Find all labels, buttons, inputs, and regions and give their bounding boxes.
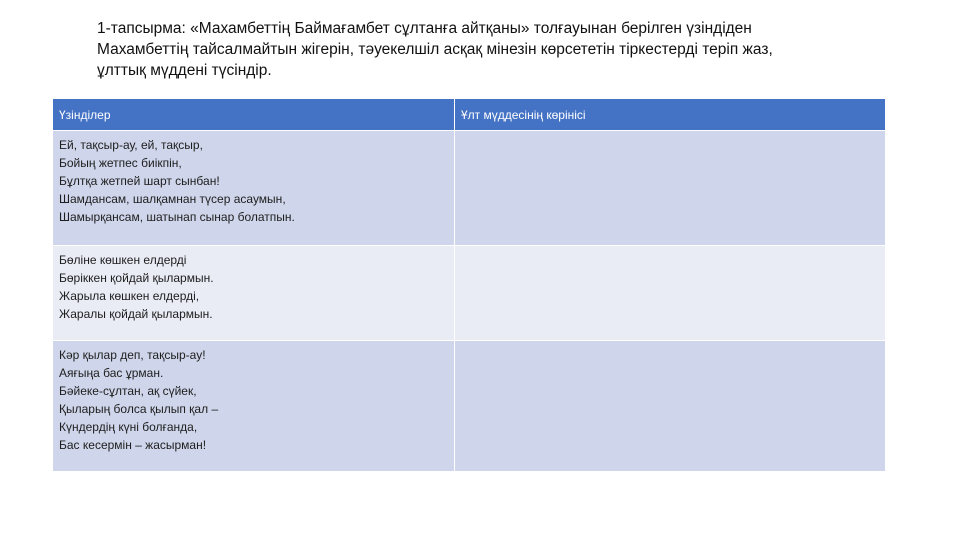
answer-cell[interactable] (455, 131, 886, 246)
verse-line: Аяғыңа бас ұрман. (59, 366, 164, 380)
verse-line: Бас кесермін – жасырман! (59, 438, 207, 452)
answer-cell[interactable] (455, 246, 886, 341)
task-instruction (97, 18, 857, 81)
verse-line: Шамдансам, шалқамнан түсер асаумын, (59, 192, 286, 206)
task-line: Махамбеттің тайсалмайтын жігерін, тәуекелшіл асқақ мінезін көрсететін тіркестерді теріп жаз, (97, 41, 773, 58)
table-header-row (53, 99, 886, 131)
excerpt-cell (53, 246, 455, 341)
verse-line: Бөліне көшкен елдерді (59, 253, 187, 267)
excerpt-cell (53, 131, 455, 246)
verse-line: Қыларың болса қылып қал – (59, 402, 219, 416)
verse-line: Шамырқансам, шатынап сынар болатпын. (59, 210, 295, 224)
task-line: 1-тапсырма: «Махамбеттің Баймағамбет сұлтанға айтқаны» толғауынан берілген үзіндіден (97, 20, 752, 37)
answer-cell[interactable] (455, 341, 886, 472)
verse-line: Бойың жетпес биікпін, (59, 156, 182, 170)
excerpt-cell (53, 341, 455, 472)
header-excerpts: Үзінділер (53, 99, 455, 131)
verse-line: Ей, тақсыр-ау, ей, тақсыр, (59, 138, 203, 152)
verse-line: Жаралы қойдай қылармын. (59, 307, 213, 321)
verse-line: Бұлтқа жетпей шарт сынбан! (59, 174, 220, 188)
verse-line: Күндердің күні болғанда, (59, 420, 198, 434)
table-row (53, 341, 886, 472)
verse-line: Кәр қылар деп, тақсыр-ау! (59, 348, 206, 362)
verse-line: Жарыла көшкен елдерді, (59, 289, 200, 303)
verse-line: Бәйеке-сұлтан, ақ сүйек, (59, 384, 197, 398)
verse-line: Бөріккен қойдай қылармын. (59, 271, 214, 285)
table-row (53, 246, 886, 341)
header-national-interest: Ұлт мүддесінің көрінісі (455, 99, 886, 131)
task-line: ұлттық мүддені түсіндір. (97, 62, 272, 79)
table-row (53, 131, 886, 246)
excerpts-table (52, 98, 886, 472)
